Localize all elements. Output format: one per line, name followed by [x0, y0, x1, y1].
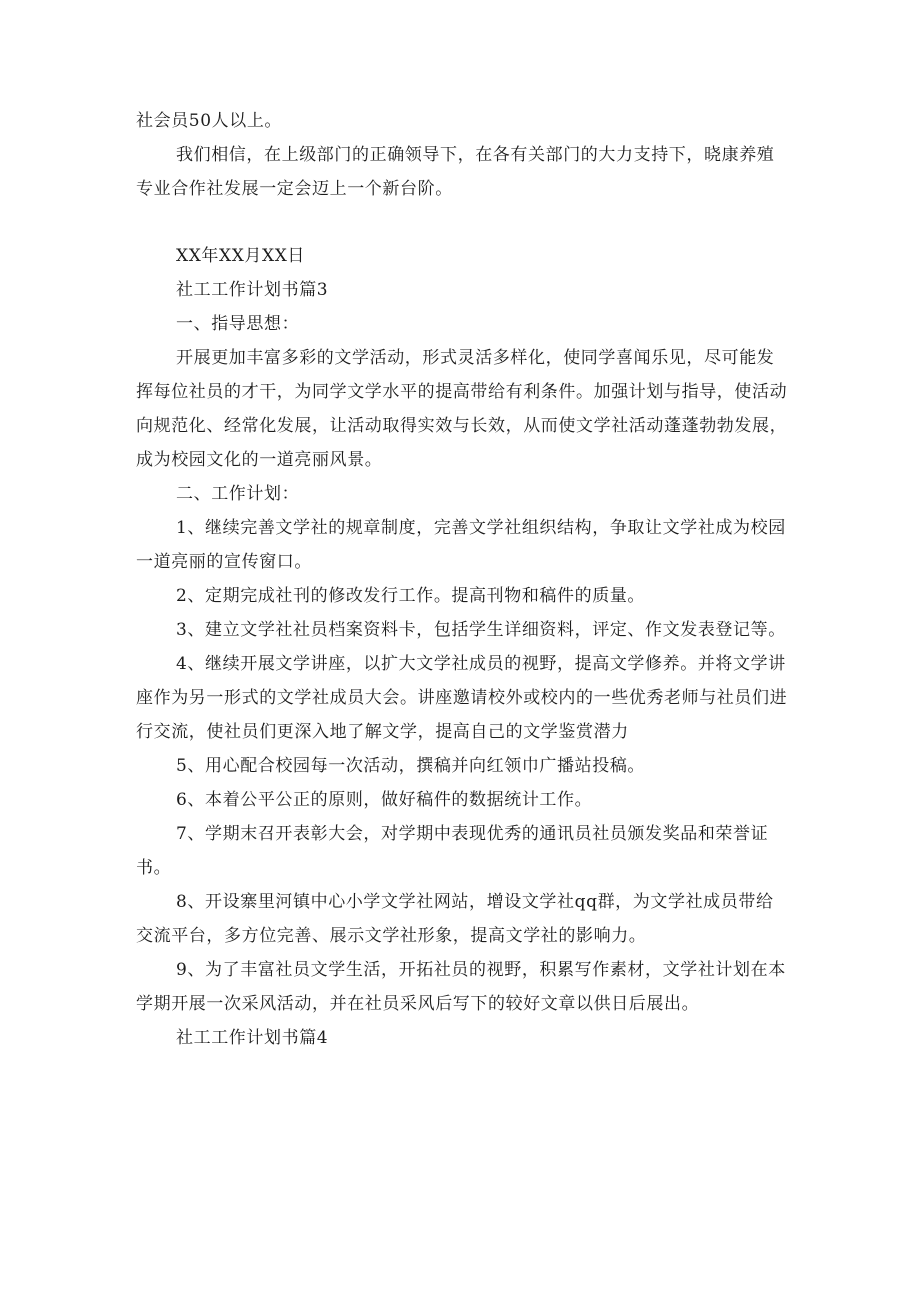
- document-body: [136, 104, 788, 1055]
- section-heading-3: 社工工作计划书篇3: [176, 280, 329, 300]
- paragraph-date: XX年XX月XX日: [176, 246, 306, 266]
- section-heading-4: 社工工作计划书篇4: [176, 1028, 329, 1048]
- plan-item-9: 9、为了丰富社员文学生活，开拓社员的视野，积累写作素材，文学社计划在本学期开展一次采风活动，并在社员采风后写下的较好文章以供日后展出。: [136, 960, 786, 1014]
- plan-item-8: 8、开设寨里河镇中心小学文学社网站，增设文学社qq群，为文学社成员带给交流平台，多方位完善、展示文学社形象，提高文学社的影响力。: [136, 892, 774, 946]
- plan-item-3: 3、建立文学社社员档案资料卡，包括学生详细资料，评定、作文发表登记等。: [176, 620, 786, 640]
- plan-item-7: 7、学期末召开表彰大会，对学期中表现优秀的通讯员社员颁发奖品和荣誉证书。: [136, 824, 769, 878]
- plan-item-5: 5、用心配合校园每一次活动，撰稿并向红领巾广播站投稿。: [176, 756, 646, 776]
- plan-item-1: 1、继续完善文学社的规章制度，完善文学社组织结构，争取让文学社成为校园一道亮丽的宣传窗口。: [136, 518, 786, 572]
- plan-item-2: 2、定期完成社刊的修改发行工作。提高刊物和稿件的质量。: [176, 586, 646, 606]
- paragraph-guiding-thought: 开展更加丰富多彩的文学活动，形式灵活多样化，使同学喜闻乐见，尽可能发挥每位社员的才干，为同学文学水平的提高带给有利条件。加强计划与指导，使活动向规范化、经常化发展，让活动取得实效与长效，从而使文学社活动蓬蓬勃勃发展，成为校园文化的一道亮丽风景。: [136, 348, 788, 470]
- plan-item-4: 4、继续开展文学讲座，以扩大文学社成员的视野，提高文学修养。并将文学讲座作为另一形式的文学社成员大会。讲座邀请校外或校内的一些优秀老师与社员们进行交流，使社员们更深入地了解文学，提高自己的文学鉴赏潜力: [136, 654, 788, 742]
- subheading-guiding-thought: 一、指导思想：: [176, 314, 300, 334]
- plan-item-6: 6、本着公平公正的原则，做好稿件的数据统计工作。: [176, 790, 593, 810]
- paragraph-belief: 我们相信，在上级部门的正确领导下，在各有关部门的大力支持下，晓康养殖专业合作社发展一定会迈上一个新台阶。: [136, 145, 775, 199]
- subheading-work-plan: 二、工作计划：: [176, 484, 300, 504]
- paragraph-membership: 社会员50人以上。: [136, 111, 283, 131]
